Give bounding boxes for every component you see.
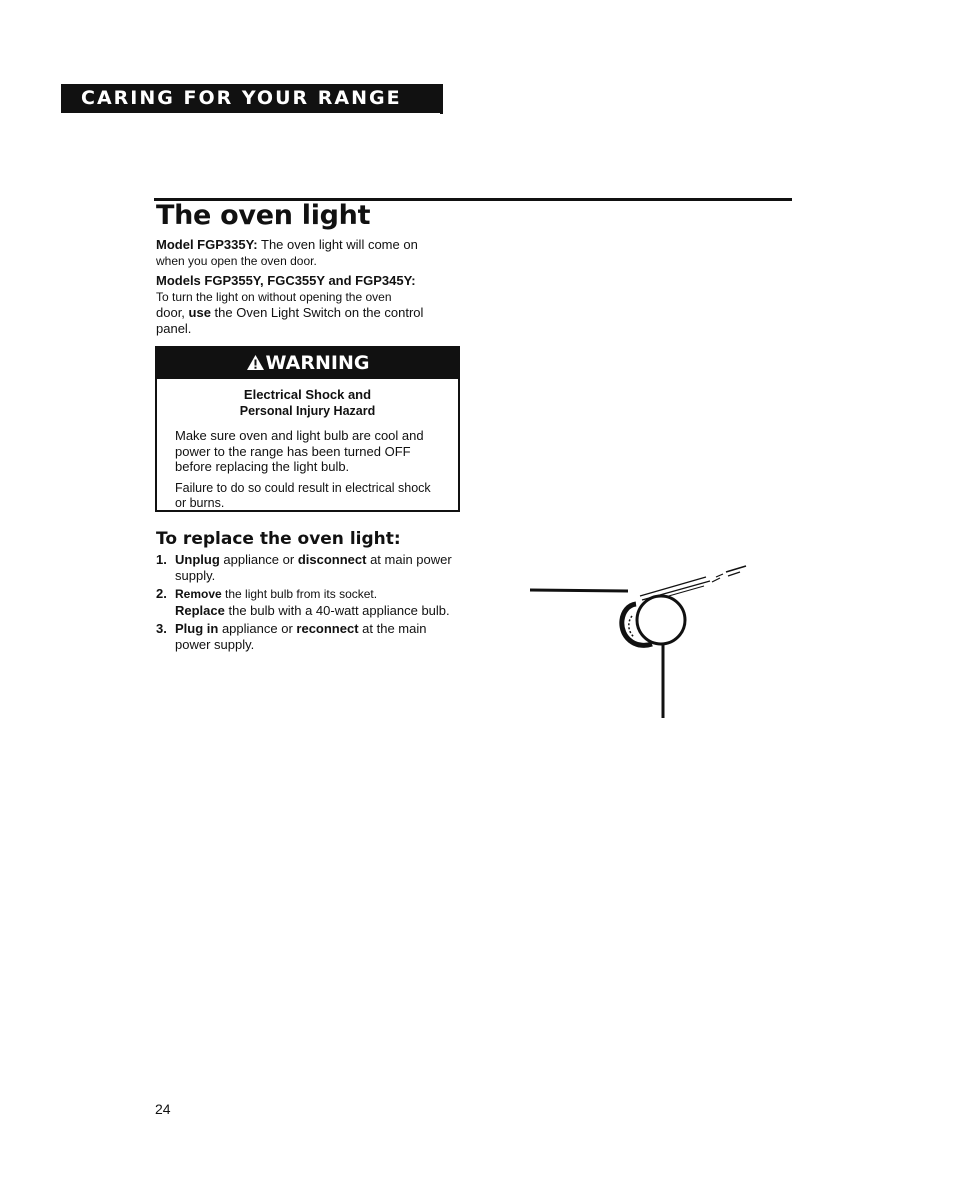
section-subtitle: To replace the oven light:	[156, 529, 401, 549]
step-text: appliance or	[219, 552, 298, 567]
step-action-2: Replace	[175, 602, 225, 618]
step-text: the light bulb from its socket.	[221, 587, 378, 601]
step-text-2: at the main power supply.	[175, 621, 427, 652]
warning-consequence: Failure to do so could result in electrical shock or burns.	[175, 480, 431, 510]
step-number: 3.	[156, 621, 167, 636]
models-text-line3: panel.	[156, 320, 192, 336]
step-text: appliance or	[218, 621, 297, 636]
list-item	[156, 621, 456, 652]
models-paragraph	[156, 273, 456, 336]
step-action: Unplug	[175, 552, 220, 567]
model-fgp335y-paragraph	[156, 237, 456, 269]
hazard-line2: Personal Injury Hazard	[239, 404, 376, 418]
models-use-word: use	[188, 305, 211, 320]
warning-instruction: Make sure oven and light bulb are cool and power to the range has been turned OFF before replacing the light bulb.	[175, 428, 424, 474]
warning-box	[155, 346, 460, 512]
steps-list	[156, 552, 456, 655]
page-number: 24	[155, 1101, 171, 1117]
oven-light-bulb-icon	[528, 560, 758, 725]
models-text-line2b: the Oven Light Switch on the control	[210, 305, 424, 320]
model-text-line2: when you open the oven door.	[156, 253, 317, 268]
page-title: The oven light	[156, 200, 371, 231]
step-action-2: disconnect	[297, 552, 367, 567]
models-text-line2a: door,	[156, 305, 189, 320]
hazard-line1: Electrical Shock and	[243, 387, 372, 402]
step-action: Plug in	[175, 621, 219, 636]
model-text: The oven light will come on	[257, 237, 418, 252]
step-action-2: reconnect	[296, 621, 359, 636]
list-item	[156, 552, 456, 583]
step-number: 2.	[156, 586, 167, 601]
section-header: CARING FOR YOUR RANGE	[61, 84, 442, 113]
models-label: Models FGP355Y, FGC355Y and FGP345Y:	[156, 273, 416, 288]
step-action: Remove	[175, 587, 222, 601]
warning-triangle-icon	[246, 354, 265, 371]
warning-label: WARNING	[265, 352, 370, 374]
warning-header	[157, 348, 458, 379]
section-header-edge	[440, 84, 443, 114]
step-text-2: the bulb with a 40-watt appliance bulb.	[224, 602, 450, 618]
model-label: Model FGP335Y:	[156, 237, 258, 252]
hazard-title	[157, 387, 458, 419]
models-text-line1: To turn the light on without opening the oven	[156, 289, 392, 304]
step-text-2: at main power supply.	[175, 552, 452, 583]
list-item	[156, 586, 456, 618]
step-number: 1.	[156, 552, 167, 567]
